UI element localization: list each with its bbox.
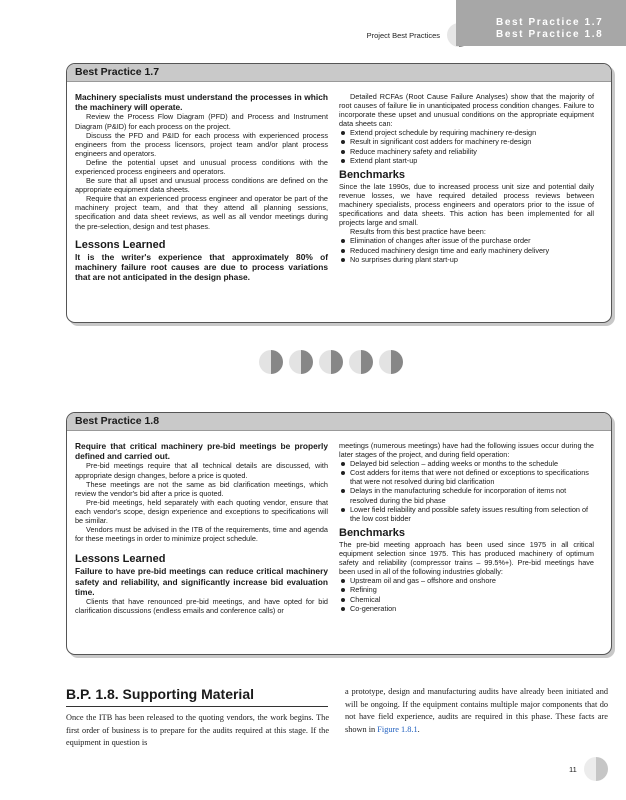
paragraph: Discuss the PFD and P&ID for each process with experienced process engineers from the process licensors, project team and/or plant process engineers and operators. bbox=[75, 130, 328, 158]
bp18-lead: Require that critical machinery pre-bid meetings be properly defined and carried out. bbox=[75, 441, 328, 462]
body-right-column bbox=[345, 686, 608, 736]
list-item: Delays in the manufacturing schedule for incorporation of items not resolved during the bid phase bbox=[339, 486, 594, 504]
bp18-right-column bbox=[339, 441, 594, 613]
lessons-heading: Lessons Learned bbox=[75, 238, 166, 251]
list-item: Extend plant start-up bbox=[339, 156, 594, 165]
list-item: No surprises during plant start-up bbox=[339, 255, 594, 264]
paragraph: Detailed RCFAs (Root Cause Failure Analyses) show that the majority of root causes of failure lie in unanticipated process condition changes. Failure to incorporate these upset and unusual conditions on the appropriate equipment data sheets can: bbox=[339, 92, 594, 129]
heading-rule bbox=[66, 706, 328, 707]
section-tab-line-1: Best Practice 1.7 bbox=[496, 17, 604, 28]
running-title: Project Best Practices bbox=[366, 31, 440, 40]
body-text-end: . bbox=[417, 724, 420, 734]
bullet-list bbox=[339, 459, 594, 523]
page-number: 11 bbox=[569, 765, 577, 774]
paragraph: meetings (numerous meetings) have had the following issues occur during the later stages of the project, and during field operation: bbox=[339, 441, 594, 460]
benchmarks-heading: Benchmarks bbox=[339, 526, 406, 539]
section-tab-line-2: Best Practice 1.8 bbox=[496, 29, 604, 40]
list-item: Lower field reliability and possible safety issues resulting from selection of the low cost bidder bbox=[339, 505, 594, 523]
list-item: Chemical bbox=[339, 595, 594, 604]
list-item: Extend project schedule by requiring machinery re-design bbox=[339, 128, 594, 137]
section-tab bbox=[456, 0, 626, 46]
paragraph: These meetings are not the same as bid clarification meetings, which review the vendor's bid after a price is quoted. bbox=[75, 479, 328, 498]
paragraph: The pre-bid meeting approach has been used since 1975 in all critical equipment selection since 1975. This has produced machinery of optimum safety and reliability (compressor trains – 99.5%+). Pre-bid meetings have been used in all of the following industries globally: bbox=[339, 539, 594, 577]
bullet-list bbox=[339, 128, 594, 164]
bullet-list bbox=[339, 236, 594, 263]
list-item: Result in significant cost adders for machinery re-design bbox=[339, 137, 594, 146]
list-item: Reduced machinery design time and early machinery delivery bbox=[339, 246, 594, 255]
lessons-heading: Lessons Learned bbox=[75, 553, 166, 566]
best-practice-1-8-box bbox=[66, 412, 612, 655]
divider-circle-icon bbox=[259, 350, 283, 374]
paragraph: Pre-bid meetings, held separately with each quoting vendor, ensure that each vendor's scope, design experience and exceptions to specifications will be similar. bbox=[75, 497, 328, 525]
paragraph: Since the late 1990s, due to increased process unit size and potential daily revenue losses, we have required detailed process reviews between machinery specialists, process engineers and operators prior to the issue of specifications and data sheets. This action has been implemented for all projects large and small. bbox=[339, 181, 594, 228]
list-item: Upstream oil and gas – offshore and onshore bbox=[339, 576, 594, 585]
bp17-right-column bbox=[339, 92, 594, 264]
list-item: Refining bbox=[339, 585, 594, 594]
section-heading: B.P. 1.8. Supporting Material bbox=[66, 686, 255, 702]
box-title: Best Practice 1.7 bbox=[67, 64, 611, 82]
divider-circle-icon bbox=[379, 350, 403, 374]
divider-circle-icon bbox=[319, 350, 343, 374]
bp17-lead: Machinery specialists must understand the processes in which the machinery will operate. bbox=[75, 92, 328, 113]
page-circle-icon bbox=[584, 757, 608, 781]
list-item: Co-generation bbox=[339, 604, 594, 613]
list-item: Reduce machinery safety and reliability bbox=[339, 147, 594, 156]
body-text: a prototype, design and manufacturing audits have already been initiated and will be ongoing. If the equipment contains multiple major components that do not have field experience, audits are required in this phase. These facts are shown in bbox=[345, 687, 608, 734]
box-title: Best Practice 1.8 bbox=[67, 413, 611, 431]
paragraph: Require that an experienced process engineer and operator be part of the machinery project team, and that they attend all planning sessions, specification and data sheet reviews, as well as all vendor meetings during the pre-selection, design and test phases. bbox=[75, 194, 328, 231]
bp17-left-column bbox=[75, 92, 328, 282]
paragraph: Results from this best practice have been: bbox=[350, 227, 486, 237]
paragraph: Be sure that all upset and unusual process conditions are defined on the appropriate equipment data sheets. bbox=[75, 176, 328, 195]
body-text: Once the ITB has been released to the quoting vendors, the work begins. The first order of business is to prepare for the audits required at this stage. If the equipment in question is bbox=[66, 713, 329, 747]
paragraph: Vendors must be advised in the ITB of the requirements, time and agenda for these meetings in order to minimize project schedule. bbox=[75, 525, 328, 544]
paragraph: Clients that have renounced pre-bid meetings, and have opted for bid clarification discussions (endless emails and conference calls) or bbox=[75, 596, 328, 616]
lessons-text: Failure to have pre-bid meetings can reduce critical machinery safety and reliability, and significantly increase bid evaluation time. bbox=[75, 566, 328, 597]
body-left-column bbox=[66, 712, 329, 750]
divider-circle-icon bbox=[349, 350, 373, 374]
benchmarks-heading: Benchmarks bbox=[339, 168, 406, 181]
lessons-text: It is the writer's experience that approximately 80% of machinery failure root causes are due to process variations that are not anticipated in the design phase. bbox=[75, 251, 328, 283]
bp18-left-column bbox=[75, 441, 328, 615]
figure-link[interactable]: Figure 1.8.1 bbox=[377, 724, 418, 734]
divider-circle-icon bbox=[289, 350, 313, 374]
list-item: Delayed bid selection – adding weeks or months to the schedule bbox=[339, 459, 594, 468]
list-item: Cost adders for items that were not defined or exceptions to specifications that were not resolved during bid clarification bbox=[339, 468, 594, 486]
paragraph: Review the Process Flow Diagram (PFD) and Process and Instrument Diagram (P&ID) for each process on the project. bbox=[75, 112, 328, 131]
bullet-list bbox=[339, 576, 594, 612]
best-practice-1-7-box bbox=[66, 63, 612, 323]
list-item: Elimination of changes after issue of the purchase order bbox=[339, 236, 594, 245]
paragraph: Pre-bid meetings require that all technical details are discussed, with appropriate design changes, before a price is quoted. bbox=[75, 461, 328, 480]
paragraph: Define the potential upset and unusual process conditions with the experienced process engineers and operators. bbox=[75, 157, 328, 176]
section-divider-dots bbox=[259, 350, 409, 379]
